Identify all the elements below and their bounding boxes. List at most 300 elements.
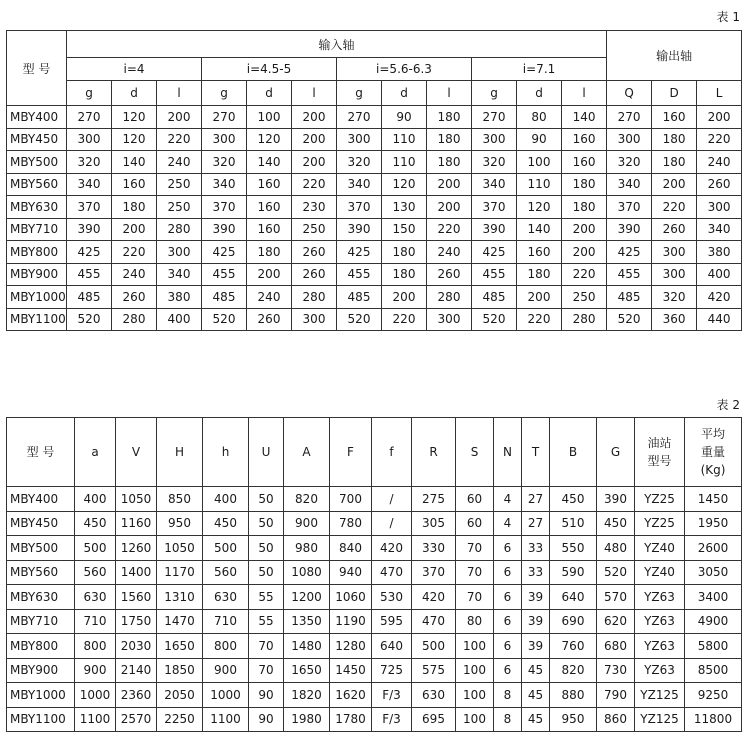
t1-sub-header: d (382, 81, 427, 106)
value-cell: 1980 (284, 707, 330, 732)
value-cell: 1450 (685, 487, 742, 512)
value-cell: 6 (494, 560, 522, 585)
value-cell: 100 (456, 634, 494, 659)
t2-column-header: U (249, 418, 284, 487)
value-cell: 710 (75, 609, 116, 634)
t1-output-sub-header: Q (607, 81, 652, 106)
value-cell: 270 (202, 106, 247, 129)
value-cell: 940 (330, 560, 372, 585)
value-cell: 100 (456, 658, 494, 683)
model-cell: MBY900 (7, 658, 75, 683)
value-cell: 300 (472, 128, 517, 151)
value-cell: 480 (597, 536, 635, 561)
value-cell: / (372, 487, 412, 512)
value-cell: 160 (247, 196, 292, 219)
value-cell: 425 (202, 241, 247, 264)
value-cell: 180 (427, 151, 472, 174)
table2-label: 表 2 (716, 398, 740, 412)
value-cell: 1050 (157, 536, 203, 561)
value-cell: 2360 (116, 683, 157, 708)
value-cell: 250 (157, 196, 202, 219)
value-cell: 440 (697, 308, 742, 331)
value-cell: 90 (249, 707, 284, 732)
value-cell: 455 (472, 263, 517, 286)
t2-column-header: 平均 重量 (Kg) (685, 418, 742, 487)
value-cell: 200 (517, 286, 562, 309)
value-cell: 840 (330, 536, 372, 561)
model-cell: MBY450 (7, 511, 75, 536)
value-cell: 55 (249, 585, 284, 610)
value-cell: 425 (472, 241, 517, 264)
t2-column-header: a (75, 418, 116, 487)
value-cell: 455 (337, 263, 382, 286)
model-cell: MBY800 (7, 241, 67, 264)
value-cell: 300 (337, 128, 382, 151)
value-cell: 300 (607, 128, 652, 151)
value-cell: YZ40 (635, 560, 685, 585)
value-cell: 2050 (157, 683, 203, 708)
t1-sub-header: d (247, 81, 292, 106)
value-cell: 120 (112, 128, 157, 151)
value-cell: 180 (427, 128, 472, 151)
value-cell: 1750 (116, 609, 157, 634)
value-cell: 160 (112, 173, 157, 196)
t2-column-header: V (116, 418, 157, 487)
t2-column-header: H (157, 418, 203, 487)
value-cell: 200 (562, 241, 607, 264)
table-row (7, 286, 742, 309)
value-cell: 100 (456, 683, 494, 708)
value-cell: 1080 (284, 560, 330, 585)
table1 (6, 30, 742, 331)
t1-sub-header: d (517, 81, 562, 106)
table-row (7, 707, 742, 732)
t2-column-header: G (597, 418, 635, 487)
value-cell: 260 (292, 263, 337, 286)
value-cell: 880 (550, 683, 597, 708)
table-row (7, 128, 742, 151)
value-cell: 180 (652, 128, 697, 151)
value-cell: 2570 (116, 707, 157, 732)
value-cell: 140 (517, 218, 562, 241)
value-cell: 1100 (75, 707, 116, 732)
value-cell: 120 (112, 106, 157, 129)
table-row (7, 308, 742, 331)
value-cell: 6 (494, 658, 522, 683)
value-cell: 1850 (157, 658, 203, 683)
t1-sub-header: l (292, 81, 337, 106)
value-cell: 200 (697, 106, 742, 129)
value-cell: 300 (292, 308, 337, 331)
t1-input-shaft-header: 输入轴 (67, 31, 607, 58)
value-cell: 530 (372, 585, 412, 610)
table-row (7, 609, 742, 634)
value-cell: F/3 (372, 707, 412, 732)
value-cell: 320 (202, 151, 247, 174)
value-cell: 1310 (157, 585, 203, 610)
model-cell: MBY560 (7, 560, 75, 585)
table-row (7, 585, 742, 610)
value-cell: 260 (112, 286, 157, 309)
table-row (7, 536, 742, 561)
model-cell: MBY1100 (7, 308, 67, 331)
model-cell: MBY1100 (7, 707, 75, 732)
t1-ratio-header: i=4.5-5 (202, 58, 337, 81)
value-cell: 380 (697, 241, 742, 264)
value-cell: 240 (112, 263, 157, 286)
value-cell: 305 (412, 511, 456, 536)
model-cell: MBY900 (7, 263, 67, 286)
value-cell: 260 (292, 241, 337, 264)
value-cell: 200 (427, 196, 472, 219)
value-cell: 780 (330, 511, 372, 536)
value-cell: 250 (292, 218, 337, 241)
value-cell: 240 (157, 151, 202, 174)
value-cell: 70 (249, 634, 284, 659)
table-row (7, 263, 742, 286)
value-cell: 3400 (685, 585, 742, 610)
value-cell: 220 (427, 218, 472, 241)
value-cell: 450 (203, 511, 249, 536)
t1-sub-header: g (337, 81, 382, 106)
t1-sub-header: d (112, 81, 157, 106)
value-cell: 820 (550, 658, 597, 683)
value-cell: 70 (456, 536, 494, 561)
value-cell: 710 (203, 609, 249, 634)
value-cell: YZ63 (635, 585, 685, 610)
value-cell: 120 (247, 128, 292, 151)
value-cell: 260 (652, 218, 697, 241)
value-cell: 695 (412, 707, 456, 732)
t2-column-header: T (522, 418, 550, 487)
value-cell: 120 (382, 173, 427, 196)
value-cell: 1200 (284, 585, 330, 610)
value-cell: 320 (607, 151, 652, 174)
value-cell: 370 (412, 560, 456, 585)
value-cell: 680 (597, 634, 635, 659)
value-cell: 900 (75, 658, 116, 683)
value-cell: 260 (697, 173, 742, 196)
value-cell: 50 (249, 511, 284, 536)
value-cell: 230 (292, 196, 337, 219)
value-cell: 8 (494, 683, 522, 708)
value-cell: 130 (382, 196, 427, 219)
value-cell: 850 (157, 487, 203, 512)
value-cell: 220 (562, 263, 607, 286)
value-cell: 370 (472, 196, 517, 219)
value-cell: 220 (157, 128, 202, 151)
value-cell: 60 (456, 511, 494, 536)
value-cell: 390 (202, 218, 247, 241)
value-cell: 300 (697, 196, 742, 219)
value-cell: 280 (157, 218, 202, 241)
value-cell: 6 (494, 634, 522, 659)
value-cell: 420 (697, 286, 742, 309)
value-cell: 300 (202, 128, 247, 151)
value-cell: 370 (202, 196, 247, 219)
value-cell: 400 (157, 308, 202, 331)
value-cell: 2250 (157, 707, 203, 732)
value-cell: 11800 (685, 707, 742, 732)
value-cell: 455 (202, 263, 247, 286)
value-cell: 1280 (330, 634, 372, 659)
value-cell: 330 (412, 536, 456, 561)
value-cell: 200 (112, 218, 157, 241)
value-cell: 80 (517, 106, 562, 129)
value-cell: 520 (607, 308, 652, 331)
value-cell: / (372, 511, 412, 536)
model-cell: MBY500 (7, 536, 75, 561)
value-cell: 550 (550, 536, 597, 561)
value-cell: 220 (652, 196, 697, 219)
value-cell: 560 (75, 560, 116, 585)
model-cell: MBY400 (7, 106, 67, 129)
value-cell: 33 (522, 560, 550, 585)
value-cell: 4900 (685, 609, 742, 634)
value-cell: 400 (203, 487, 249, 512)
value-cell: 380 (157, 286, 202, 309)
t2-column-header: R (412, 418, 456, 487)
t1-sub-header: l (562, 81, 607, 106)
value-cell: 1000 (203, 683, 249, 708)
value-cell: 1000 (75, 683, 116, 708)
value-cell: 730 (597, 658, 635, 683)
value-cell: 150 (382, 218, 427, 241)
value-cell: 300 (652, 241, 697, 264)
value-cell: 200 (292, 106, 337, 129)
value-cell: 950 (550, 707, 597, 732)
value-cell: 240 (427, 241, 472, 264)
value-cell: 90 (382, 106, 427, 129)
value-cell: 340 (697, 218, 742, 241)
value-cell: 370 (337, 196, 382, 219)
value-cell: 340 (157, 263, 202, 286)
t2-column-header: f (372, 418, 412, 487)
value-cell: 4 (494, 511, 522, 536)
value-cell: 1400 (116, 560, 157, 585)
value-cell: 270 (337, 106, 382, 129)
value-cell: 300 (652, 263, 697, 286)
value-cell: 400 (697, 263, 742, 286)
value-cell: 640 (550, 585, 597, 610)
value-cell: 560 (203, 560, 249, 585)
value-cell: 270 (607, 106, 652, 129)
value-cell: 1160 (116, 511, 157, 536)
value-cell: 180 (427, 106, 472, 129)
t2-column-header: B (550, 418, 597, 487)
value-cell: 1650 (284, 658, 330, 683)
table-row (7, 683, 742, 708)
value-cell: 140 (247, 151, 292, 174)
value-cell: 300 (427, 308, 472, 331)
t1-model-header: 型 号 (7, 31, 67, 106)
table-row (7, 106, 742, 129)
value-cell: 485 (202, 286, 247, 309)
value-cell: 1560 (116, 585, 157, 610)
value-cell: 1260 (116, 536, 157, 561)
value-cell: 400 (75, 487, 116, 512)
value-cell: F/3 (372, 683, 412, 708)
value-cell: 200 (562, 218, 607, 241)
value-cell: 340 (67, 173, 112, 196)
value-cell: 630 (203, 585, 249, 610)
value-cell: 630 (412, 683, 456, 708)
value-cell: 70 (249, 658, 284, 683)
value-cell: 370 (67, 196, 112, 219)
value-cell: 200 (292, 128, 337, 151)
value-cell: 180 (517, 263, 562, 286)
value-cell: 1060 (330, 585, 372, 610)
value-cell: 200 (652, 173, 697, 196)
value-cell: 455 (67, 263, 112, 286)
value-cell: 300 (157, 241, 202, 264)
model-cell: MBY630 (7, 585, 75, 610)
value-cell: 595 (372, 609, 412, 634)
table-row (7, 173, 742, 196)
value-cell: 320 (652, 286, 697, 309)
value-cell: 425 (337, 241, 382, 264)
value-cell: 55 (249, 609, 284, 634)
value-cell: 80 (456, 609, 494, 634)
value-cell: YZ63 (635, 609, 685, 634)
value-cell: 1480 (284, 634, 330, 659)
value-cell: 390 (472, 218, 517, 241)
t2-column-header: 型 号 (7, 418, 75, 487)
value-cell: 800 (75, 634, 116, 659)
value-cell: 420 (372, 536, 412, 561)
value-cell: 520 (472, 308, 517, 331)
value-cell: 1820 (284, 683, 330, 708)
model-cell: MBY560 (7, 173, 67, 196)
value-cell: 100 (247, 106, 292, 129)
value-cell: 320 (67, 151, 112, 174)
value-cell: 3050 (685, 560, 742, 585)
value-cell: YZ25 (635, 487, 685, 512)
value-cell: 520 (202, 308, 247, 331)
value-cell: 9250 (685, 683, 742, 708)
value-cell: 455 (607, 263, 652, 286)
model-cell: MBY800 (7, 634, 75, 659)
value-cell: 160 (562, 151, 607, 174)
value-cell: 100 (517, 151, 562, 174)
value-cell: 39 (522, 609, 550, 634)
table-row (7, 241, 742, 264)
value-cell: 8500 (685, 658, 742, 683)
value-cell: 1350 (284, 609, 330, 634)
t1-sub-header: l (157, 81, 202, 106)
value-cell: 300 (67, 128, 112, 151)
table-row (7, 487, 742, 512)
value-cell: 45 (522, 658, 550, 683)
value-cell: 60 (456, 487, 494, 512)
value-cell: 510 (550, 511, 597, 536)
value-cell: 425 (607, 241, 652, 264)
value-cell: 27 (522, 511, 550, 536)
value-cell: 390 (607, 218, 652, 241)
value-cell: 4 (494, 487, 522, 512)
value-cell: 575 (412, 658, 456, 683)
value-cell: YZ125 (635, 683, 685, 708)
t2-column-header: h (203, 418, 249, 487)
t2-column-header: S (456, 418, 494, 487)
value-cell: 1650 (157, 634, 203, 659)
table1-label: 表 1 (716, 10, 740, 24)
value-cell: 340 (472, 173, 517, 196)
value-cell: 450 (550, 487, 597, 512)
value-cell: 160 (517, 241, 562, 264)
value-cell: 6 (494, 585, 522, 610)
value-cell: 360 (652, 308, 697, 331)
value-cell: 820 (284, 487, 330, 512)
t1-output-sub-header: L (697, 81, 742, 106)
value-cell: 485 (67, 286, 112, 309)
value-cell: 45 (522, 683, 550, 708)
value-cell: 260 (247, 308, 292, 331)
value-cell: 90 (517, 128, 562, 151)
value-cell: 800 (203, 634, 249, 659)
value-cell: YZ40 (635, 536, 685, 561)
value-cell: 790 (597, 683, 635, 708)
value-cell: 340 (337, 173, 382, 196)
value-cell: 100 (456, 707, 494, 732)
value-cell: 220 (517, 308, 562, 331)
value-cell: YZ25 (635, 511, 685, 536)
value-cell: 1780 (330, 707, 372, 732)
value-cell: 485 (337, 286, 382, 309)
value-cell: 1620 (330, 683, 372, 708)
value-cell: 280 (562, 308, 607, 331)
table-row (7, 634, 742, 659)
value-cell: 200 (427, 173, 472, 196)
value-cell: 180 (562, 196, 607, 219)
value-cell: 590 (550, 560, 597, 585)
value-cell: 220 (697, 128, 742, 151)
value-cell: 725 (372, 658, 412, 683)
t1-sub-header: g (472, 81, 517, 106)
table-row (7, 560, 742, 585)
value-cell: 1050 (116, 487, 157, 512)
value-cell: 340 (202, 173, 247, 196)
value-cell: 240 (697, 151, 742, 174)
model-cell: MBY1000 (7, 683, 75, 708)
model-cell: MBY710 (7, 218, 67, 241)
value-cell: 320 (337, 151, 382, 174)
value-cell: 140 (112, 151, 157, 174)
value-cell: 640 (372, 634, 412, 659)
value-cell: 5800 (685, 634, 742, 659)
value-cell: 340 (607, 173, 652, 196)
value-cell: 270 (472, 106, 517, 129)
value-cell: 33 (522, 536, 550, 561)
value-cell: 6 (494, 609, 522, 634)
value-cell: 200 (292, 151, 337, 174)
value-cell: 1190 (330, 609, 372, 634)
value-cell: 500 (412, 634, 456, 659)
value-cell: 570 (597, 585, 635, 610)
value-cell: 280 (427, 286, 472, 309)
value-cell: 2600 (685, 536, 742, 561)
value-cell: 250 (157, 173, 202, 196)
value-cell: 220 (382, 308, 427, 331)
value-cell: 39 (522, 585, 550, 610)
value-cell: 180 (382, 241, 427, 264)
value-cell: 180 (382, 263, 427, 286)
value-cell: 260 (427, 263, 472, 286)
value-cell: 200 (157, 106, 202, 129)
value-cell: 700 (330, 487, 372, 512)
value-cell: 1170 (157, 560, 203, 585)
model-cell: MBY630 (7, 196, 67, 219)
